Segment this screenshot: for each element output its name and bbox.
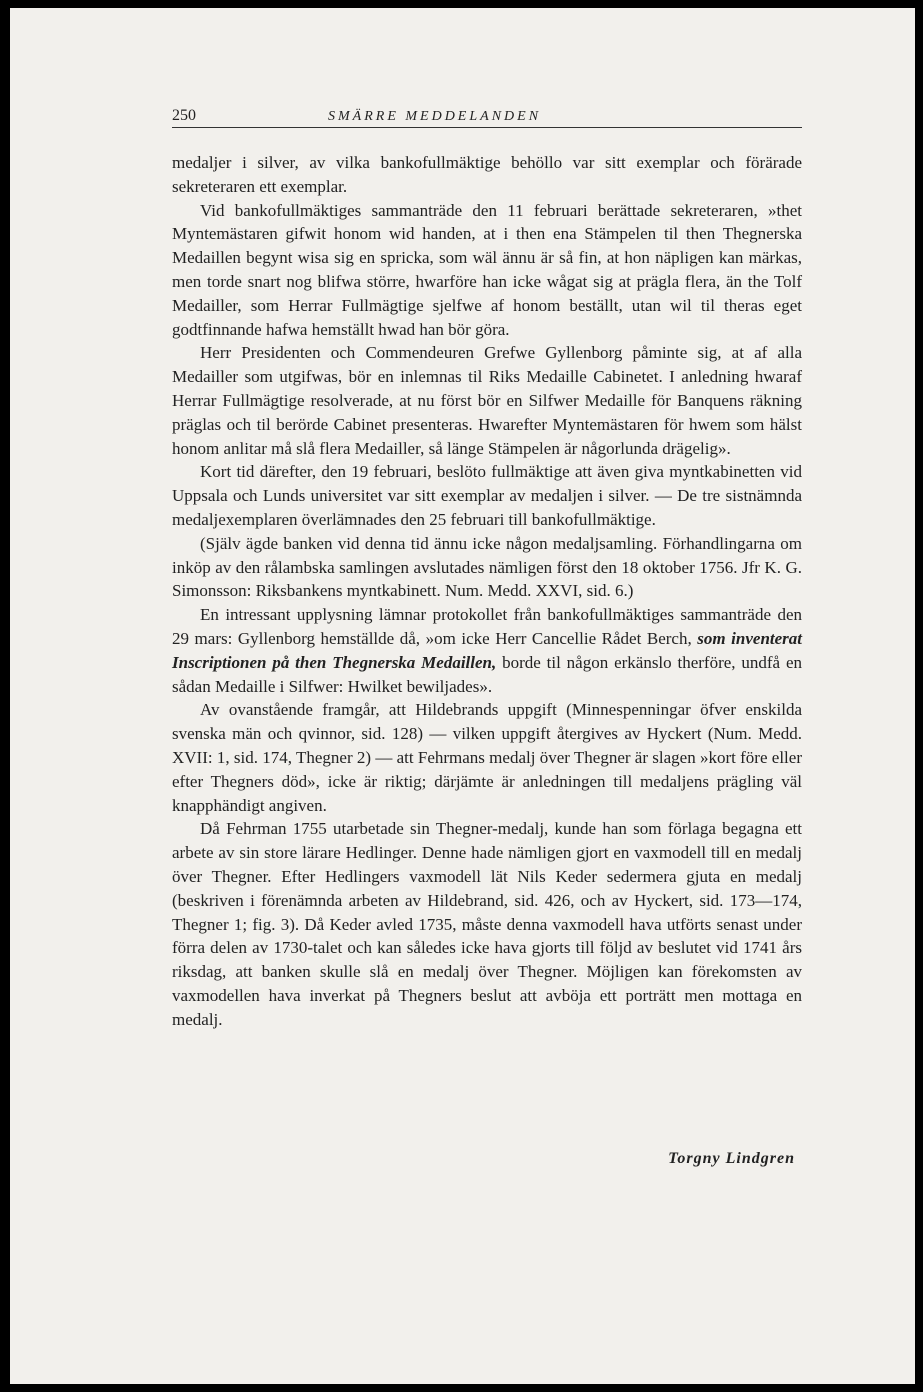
paragraph — [172, 603, 802, 698]
paragraph: Då Fehrman 1755 utarbetade sin Thegner-medalj, kunde han som förlaga begagna ett arbete av sin store lärare Hedlinger. Denne hade nämligen gjort en vaxmodell till en medalj över Thegner. Efter Hedlingers vaxmodell lät Nils Keder sedermera gjuta en medalj (beskriven i förenämnda arbeten av Hildebrand, sid. 426, och av Hyckert, sid. 173—174, Thegner 1; fig. 3). Då Keder avled 1735, måste denna vaxmodell hava utförts senast under förra delen av 1730-talet och kan således icke hava gjorts till följd av beslutet vid 1741 års riksdag, att banken skulle slå en medalj över Thegner. Möjligen kan förekomsten av vaxmodellen hava inverkat på Thegners beslut att avböja ett porträtt men mottaga en medalj. — [172, 819, 802, 1029]
page-number: 250 — [172, 107, 196, 124]
italic-quote: som inventerat Inscriptionen på then Thegnerska Medaillen, — [172, 628, 803, 672]
page-header — [172, 105, 802, 128]
running-head: SMÄRRE MEDDELANDEN — [328, 109, 542, 124]
document-page — [10, 8, 915, 1384]
paragraph: Vid bankofullmäktiges sammanträde den 11 februari berättade sekreteraren, »thet Myntemästaren gifwit honom wid handen, at i then ena Stämpelen til then Thegnerska Medaillen begynt wisa sig en spricka, som wäl ännu är så fin, at hon näpligen kan märkas, men torde snart nog blifwa större, hwarföre han icke wågat sig at prägla flera, än the Tolf Medailler, som Herrar Fullmägtige sjelfwe af honom beställt, utan wil til theras eget godtfinnande hafwa hemställt hwad han bör göra. — [172, 200, 802, 339]
author-signature: Torgny Lindgren — [668, 1150, 795, 1167]
paragraph: Herr Presidenten och Commendeuren Grefwe Gyllenborg påminte sig, at af alla Medailler som utgifwas, bör en inlemnas til Riks Medaille Cabinetet. I anledning hwaraf Herrar Fullmägtige resolverade, at nu först bör en Silfwer Medaille för Banquens räkning präglas och til berörde Cabinet presenteras. Hwarefter Myntemästaren för hwem som hälst honom anlitar må slå flera Medailler, så länge Stämpelen är någorlunda drägelig». — [172, 343, 802, 458]
paragraph-text: En intressant upplysning lämnar protokollet från bankofullmäktiges sammanträde den 29 mars: Gyllenborg hemställde då, »om icke Herr Cancellie Rådet Berch, — [172, 605, 802, 648]
body-text — [172, 151, 802, 1031]
paragraph-text: borde til någon erkänslo therföre, undfå en sådan Medaille i Silfwer: Hwilket bewiljades». — [172, 652, 802, 696]
paragraph: (Själv ägde banken vid denna tid ännu icke någon medaljsamling. Förhandlingarna om inköp av den rålambska samlingen avslutades nämligen först den 18 oktober 1756. Jfr K. G. Simonsson: Riksbankens myntkabinett. Num. Medd. XXVI, sid. 6.) — [172, 533, 802, 601]
paragraph: medaljer i silver, av vilka bankofullmäktige behöllo var sitt exemplar och förärade sekreteraren ett exemplar. — [172, 153, 802, 196]
paragraph: Kort tid därefter, den 19 februari, beslöto fullmäktige att även giva myntkabinetten vid Uppsala och Lunds universitet var sitt exemplar av medaljen i silver. — De tre sistnämnda medaljexemplaren överlämnades den 25 februari till bankofullmäktige. — [172, 462, 802, 529]
paragraph: Av ovanstående framgår, att Hildebrands uppgift (Minnespenningar öfver enskilda svenska män och qvinnor, sid. 128) — vilken uppgift återgives av Hyckert (Num. Medd. XVII: 1, sid. 174, Thegner 2) — att Fehrmans medalj över Thegner är slagen »kort före eller efter Thegners död», icke är riktig; därjämte är anledningen till medaljens prägling väl knapphändigt angiven. — [172, 700, 802, 815]
